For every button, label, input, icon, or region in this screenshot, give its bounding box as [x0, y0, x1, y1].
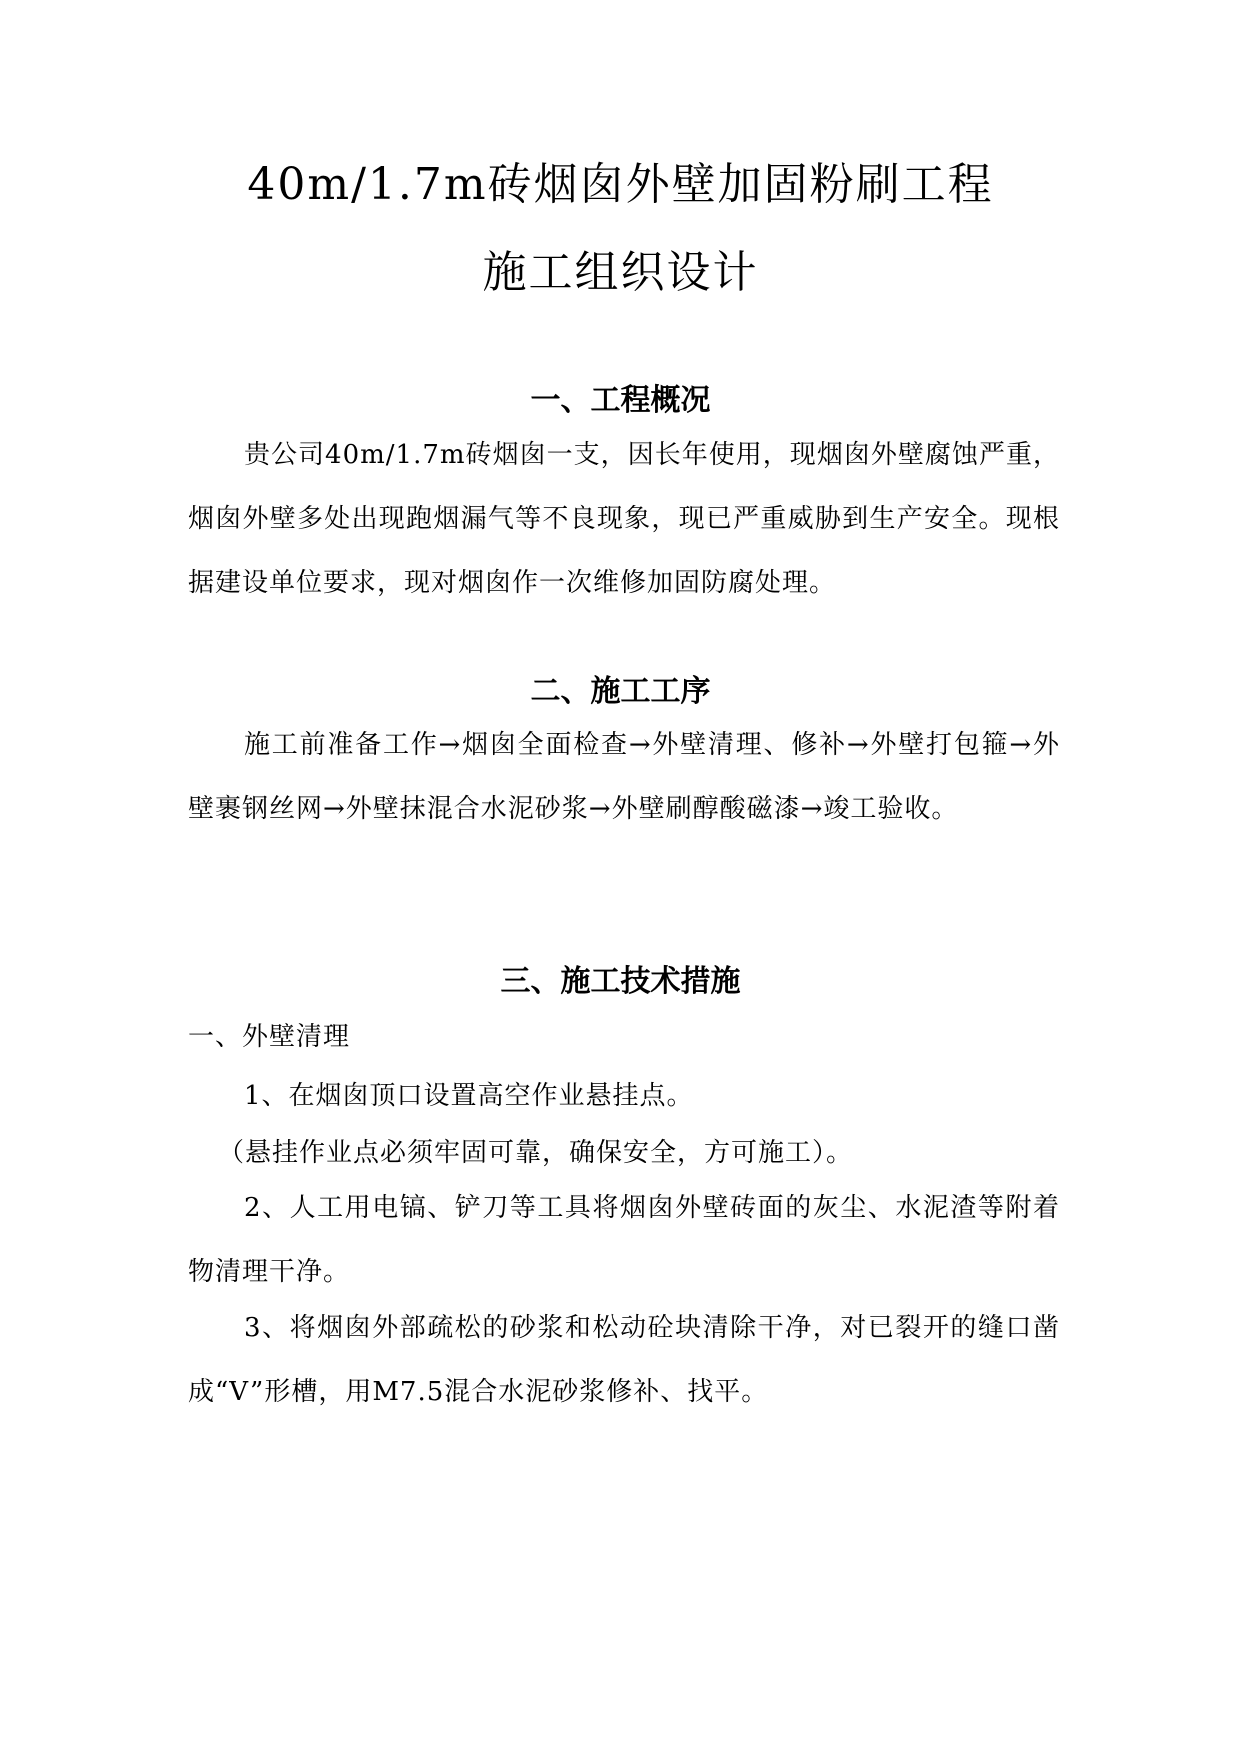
section-1-paragraph: 贵公司40m/1.7m砖烟囱一支，因长年使用，现烟囱外壁腐蚀严重，烟囱外壁多处出现跑烟漏气等不良现象，现已严重威胁到生产安全。现根据建设单位要求，现对烟囱作一次维修加固防腐处理。	[188, 440, 1060, 598]
list-item-1: 1、在烟囱顶口设置高空作业悬挂点。	[244, 1081, 694, 1111]
document-subtitle: 施工组织设计	[482, 247, 759, 298]
document-title: 40m/1.7m砖烟囱外壁加固粉刷工程	[247, 159, 994, 210]
section-1-heading: 一、工程概况	[530, 383, 711, 418]
list-item-1-note: （悬挂作业点必须牢固可靠，确保安全，方可施工）。	[218, 1138, 854, 1168]
section-3-heading: 三、施工技术措施	[500, 964, 741, 999]
list-item-3: 3、将烟囱外部疏松的砂浆和松动砼块清除干净，对已裂开的缝口凿成“V”形槽，用M7.5混合水泥砂浆修补、找平。	[188, 1313, 1060, 1407]
section-3-subheading: 一、外壁清理	[188, 1022, 351, 1052]
section-2-paragraph: 施工前准备工作→烟囱全面检查→外壁清理、修补→外壁打包箍→外壁裹钢丝网→外壁抹混合水泥砂浆→外壁刷醇酸磁漆→竣工验收。	[188, 730, 1060, 824]
list-item-2: 2、人工用电镐、铲刀等工具将烟囱外壁砖面的灰尘、水泥渣等附着物清理干净。	[188, 1193, 1060, 1287]
section-2-heading: 二、施工工序	[530, 674, 711, 709]
